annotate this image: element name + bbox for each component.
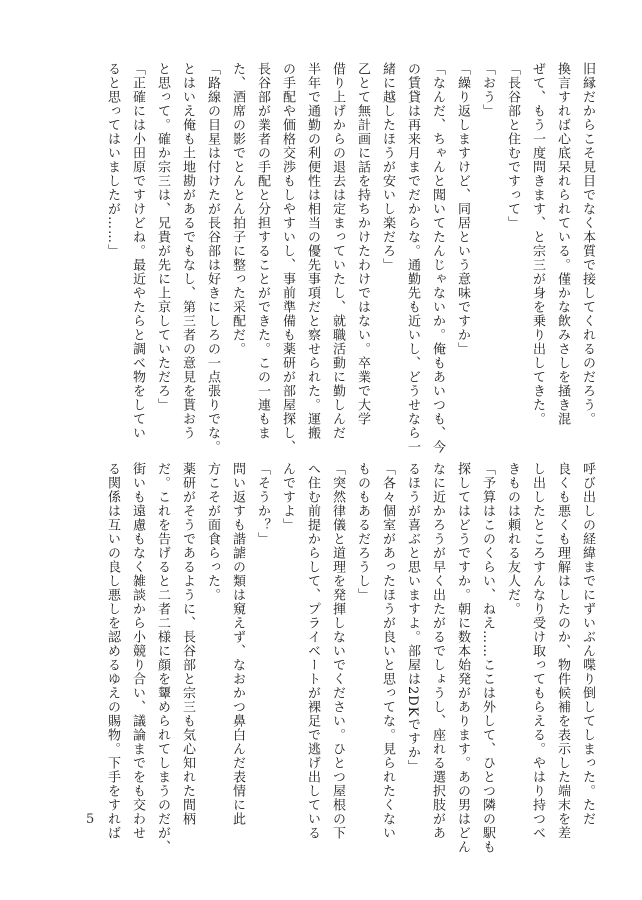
text-line: 「突然律儀と道理を発揮しないでください。ひとつ屋根の下 [330,462,345,840]
text-line: 問い返すも諧謔の類は窺えず、なおかつ鼻白んだ表情に此 [230,462,245,826]
text-line: 良くも悪くも理解はしたのか、物件候補を表示した端末を差 [555,462,570,840]
text-line: 「そうか？」 [255,462,270,546]
text-line: 「繰り返しますけど、同居という意味ですか」 [455,62,470,356]
text-line: 「正確には小田原ですけどね。最近やたらと調べ物をしてい [130,62,145,440]
text-line: 換言すれば心底呆れられている。僅かな飲みさしを掻き混 [555,62,570,426]
text-line: 街いも遠慮もなく雑談から小競り合い、議論までをも交わせ [130,462,145,840]
text-line: 「予算はこのくらい、ねえ……ここは外して、ひとつ隣の駅も [480,462,495,854]
text-line: きものは頼れる友人だ。 [505,462,520,616]
text-line: 「路線の目星は付けたが長谷部は好きにしろの一点張りでな。 [205,62,220,454]
text-line: 「長谷部と住むですって」 [505,62,520,230]
text-line: ると思ってはいましたが……」 [105,62,120,258]
text-line: 半年で通勤の利便性は相当の優先事項だと察せられた。運搬 [305,62,320,440]
text-line: と思って。確か宗三は、兄貴が先に上京していただろ」 [155,62,170,412]
text-line: だ。これを告げると二者二様に顔を顰められてしまうのだが、 [155,462,170,854]
text-line: 乙とて無計画に話を持ちかけたわけではない。卒業で大学 [355,62,370,426]
text-line: の賃貸は再来月までだからな。通勤先も近いし、どうせなら一 [405,62,420,454]
text-line: なに近かろうが早く出たがるでしょうし、座れる選択肢があ [430,462,445,840]
text-line: 呼び出しの経緯までにずいぶん喋り倒してしまった。ただ [580,462,595,826]
text-line: 「おう」 [480,62,495,118]
text-line: とはいえ俺も土地勘があるでもなし、第三者の意見を貰おう [180,62,195,440]
text-line: の手配や価格交渉もしやすいし、事前準備も薬研が部屋探し、 [280,62,295,454]
text-line: 「なんだ、ちゃんと聞いてたんじゃないか。俺もあいつも、今 [430,62,445,454]
text-line: ぜて、もう一度問きます、と宗三が身を乗り出してきた。 [530,62,545,426]
text-line: 長谷部が業者の手配と分担することができた。この一連もま [255,62,270,440]
text-line: 借り上げからの退去は定まっていたし、就職活動に勤しんだ [330,62,345,440]
text-line: へ住む前提からして、プライベートが裸足で逃げ出している [305,462,320,840]
text-line: るほうが喜ぶと思いますよ。部屋は2DKですか」 [405,462,420,774]
lower-text-block [105,462,600,854]
text-line: 旧縁だからこそ見目でなく本質で接してくれるのだろう。 [580,62,595,426]
text-line: んですよ」 [280,462,295,532]
page-number: 5 [86,812,95,827]
upper-text-block [105,62,600,454]
text-line: 薬研がそうであるように、長谷部と宗三も気心知れた間柄 [180,462,195,826]
text-line: し出したところすんなり受け取ってもらえる。やはり持つべ [530,462,545,840]
text-line: 探してはどうですか。朝に数本始発があります。あの男はどん [455,462,470,854]
text-line: 「各々個室があったほうが良いと思ってな。見られたくない [380,462,395,840]
text-line: 方こそが面食らった。 [205,462,220,602]
text-line: た、酒席の影でとんとん拍子に整った采配だ。 [230,62,245,356]
text-line: ものもあるだろうし」 [355,462,370,602]
text-line: 緒に越したほうが安いし楽だろ」 [380,62,395,272]
text-line: る関係は互いの良し悪しを認めるゆえの賜物。下手をすれば [105,462,120,840]
